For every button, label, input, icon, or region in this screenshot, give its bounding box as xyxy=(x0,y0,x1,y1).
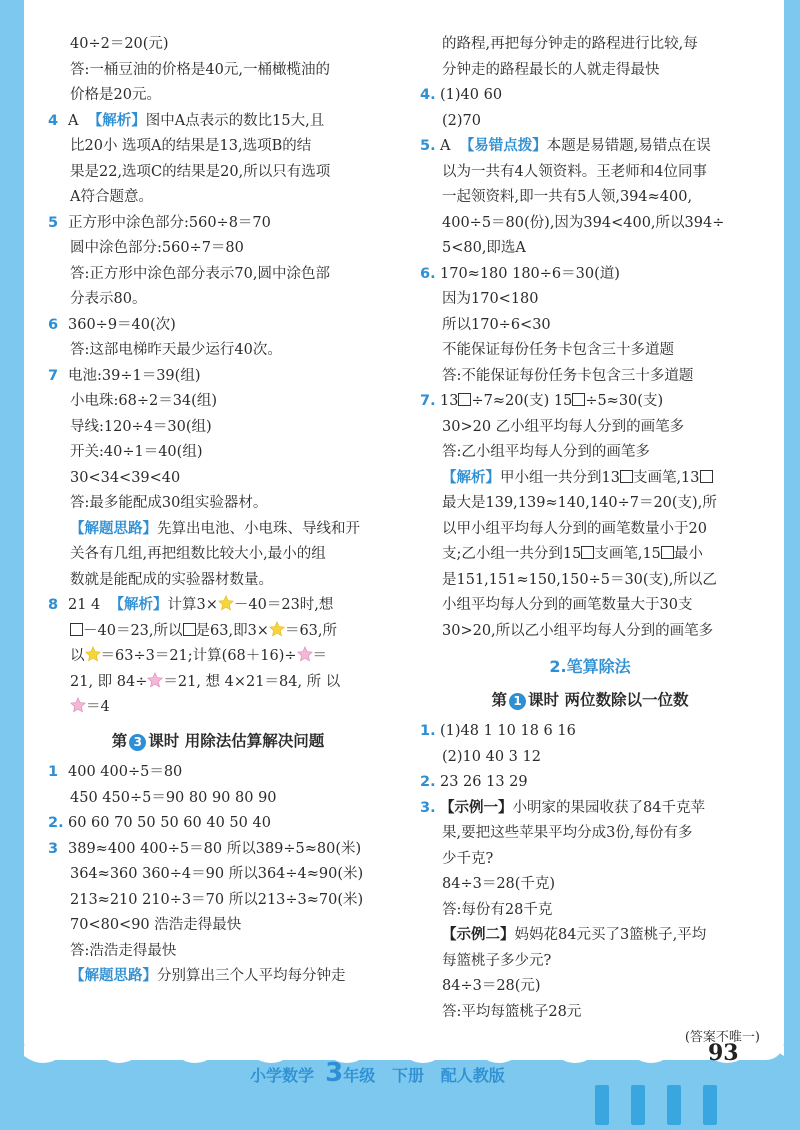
left-column xyxy=(48,32,388,990)
text-line xyxy=(48,619,388,645)
example-tag: 【示例一】 xyxy=(440,799,513,816)
question-number: 1 xyxy=(48,764,59,780)
text-line: 364≈360 360÷4＝90 所以364÷4≈90(米) xyxy=(70,866,364,882)
stripe xyxy=(703,1085,717,1125)
solution-idea-tag: 【解题思路】 xyxy=(70,520,157,537)
square-box-icon xyxy=(183,623,196,636)
text-line: (1)48 1 10 18 6 16 xyxy=(440,723,576,739)
question-number: 8 xyxy=(48,597,59,613)
lesson-title xyxy=(420,688,760,714)
answer-2 xyxy=(420,770,760,796)
text-line: 每篮桃子多少元? xyxy=(442,952,552,969)
text-line: 30>20 乙小组平均每人分到的画笔多 xyxy=(442,418,685,435)
answer-choice: A xyxy=(440,138,451,154)
text-span: ＝63÷3＝21;计算(68＋16)÷ xyxy=(100,648,297,664)
text-span: 支画笔,13 xyxy=(632,469,700,486)
text-line xyxy=(420,542,760,568)
text-line xyxy=(48,517,388,543)
text-line: 答:乙小组平均每人分到的画笔多 xyxy=(442,444,650,460)
text-line: 389≈400 400÷5＝80 所以389÷5≈80(米) xyxy=(68,840,362,857)
text-line: 分表示80。 xyxy=(70,291,147,307)
stripe xyxy=(595,1085,609,1125)
star-icon xyxy=(269,621,285,637)
text-line: 360÷9＝40(次) xyxy=(68,316,176,333)
text-span: 13 xyxy=(440,393,459,409)
text-line: 开关:40÷1＝40(组) xyxy=(70,444,203,460)
question-number: 4. xyxy=(420,87,436,103)
text-line: A符合题意。 xyxy=(70,189,153,205)
analysis-tag: 【解析】 xyxy=(87,112,146,129)
book-info xyxy=(250,1058,505,1088)
text-line: 答:浩浩走得最快 xyxy=(70,942,177,959)
decorative-stripes xyxy=(595,1085,739,1129)
star-icon xyxy=(85,646,101,662)
text-line: 213≈210 210÷3＝70 所以213÷3≈70(米) xyxy=(70,891,364,908)
lesson-number-badge: 3 xyxy=(129,734,146,751)
text-line: 170≈180 180÷6＝30(道) xyxy=(440,265,620,282)
text-line: 最大是139,139≈140,140÷7＝20(支),所 xyxy=(442,495,717,511)
example-tag: 【示例二】 xyxy=(442,927,515,943)
volume-label: 下册 xyxy=(391,1066,424,1085)
text-span: 支;乙小组一共分到15 xyxy=(442,546,582,562)
text-span: ＝63,所 xyxy=(284,622,338,639)
text-line: 5<80,即选A xyxy=(442,240,526,256)
right-column xyxy=(420,32,760,1051)
question-number: 2. xyxy=(48,815,64,831)
question-number: 6 xyxy=(48,316,59,333)
text-line xyxy=(48,644,388,670)
answer-choice: A xyxy=(68,112,79,129)
text-line: 圆中涂色部分:560÷7＝80 xyxy=(70,240,244,256)
text-line: 答:正方形中涂色部分表示70,圆中涂色部 xyxy=(70,265,330,282)
lesson-number-badge: 1 xyxy=(509,693,526,710)
text-line: 400÷5＝80(份),因为394<400,所以394÷ xyxy=(442,214,725,231)
square-box-icon xyxy=(70,623,83,636)
text-line: 以为一共有4人领资料。王老师和4位同事 xyxy=(442,163,707,180)
answer-5 xyxy=(420,134,760,160)
lesson-prefix: 第 xyxy=(111,731,128,750)
lesson-prefix: 第 xyxy=(491,690,508,709)
text-span: －40＝23,所以 xyxy=(83,622,183,639)
text-line: 一起领资料,即一共有5人领,394≈400, xyxy=(442,189,693,205)
square-box-icon xyxy=(620,470,633,483)
text-line: 不能保证每份任务卡包含三十多道题 xyxy=(442,342,674,358)
text-line: 450 450÷5＝90 80 90 80 90 xyxy=(70,789,277,806)
answer-6 xyxy=(48,313,388,339)
text-span: 本题是易错题,易错点在误 xyxy=(546,138,711,154)
square-box-icon xyxy=(581,546,594,559)
subject-label: 小学数学 xyxy=(250,1066,315,1085)
text-line: 比20小 选项A的结果是13,选项B的结 xyxy=(70,138,312,154)
text-line: 答:一桶豆油的价格是40元,一桶橄榄油的 xyxy=(70,61,330,78)
text-span: ＝ xyxy=(312,648,328,664)
text-line: 30<34<39<40 xyxy=(70,469,181,486)
text-line: 答:最多能配成30组实验器材。 xyxy=(70,495,268,511)
text-line xyxy=(420,923,760,949)
lesson-name: 课时 两位数除以一位数 xyxy=(528,690,689,709)
question-number: 3. xyxy=(420,799,436,816)
answer-6 xyxy=(420,262,760,288)
text-line: 84÷3＝28(元) xyxy=(442,978,541,994)
text-line xyxy=(48,964,388,990)
text-span: 先算出电池、小电珠、导线和开 xyxy=(157,520,360,537)
question-number: 5. xyxy=(420,138,436,154)
question-number: 6. xyxy=(420,265,436,282)
text-line: 30>20,所以乙小组平均每人分到的画笔多 xyxy=(442,622,714,639)
text-line: 电池:39÷1＝39(组) xyxy=(68,367,201,384)
text-line: 40÷2＝20(元) xyxy=(70,36,169,52)
text-span: ＝4 xyxy=(86,699,110,715)
text-span: 以 xyxy=(70,648,85,664)
text-line: 导线:120÷4＝30(组) xyxy=(70,418,212,435)
text-span: 妈妈花84元买了3篮桃子,平均 xyxy=(514,927,707,943)
edition-label: 配人教版 xyxy=(440,1066,505,1085)
question-number: 7. xyxy=(420,393,436,409)
pink-star-icon xyxy=(70,697,86,713)
text-line xyxy=(48,670,388,696)
answer-8 xyxy=(48,593,388,619)
text-line: 正方形中涂色部分:560÷8＝70 xyxy=(68,214,271,231)
question-number: 4 xyxy=(48,112,59,129)
square-box-icon xyxy=(458,393,471,406)
question-number: 5 xyxy=(48,214,59,231)
section-title: 2.笔算除法 xyxy=(549,657,631,676)
answer-7 xyxy=(420,389,760,415)
answer-1 xyxy=(420,719,760,745)
text-line: 是151,151≈150,150÷5＝30(支),所以乙 xyxy=(442,571,717,588)
text-line xyxy=(48,695,388,721)
answer-4 xyxy=(420,83,760,109)
text-span: 小明家的果园收获了84千克苹 xyxy=(512,799,705,816)
answer-3 xyxy=(420,796,760,822)
text-line: 因为170<180 xyxy=(442,291,539,307)
text-line: 答:这部电梯昨天最少运行40次。 xyxy=(70,342,282,358)
text-line: 60 60 70 50 50 60 40 50 40 xyxy=(68,815,271,831)
text-line: 少千克? xyxy=(442,850,494,867)
square-box-icon xyxy=(572,393,585,406)
analysis-tag: 【解析】 xyxy=(442,469,500,486)
text-line: 数就是能配成的实验器材数量。 xyxy=(70,571,273,588)
text-span: ÷7≈20(支) 15 xyxy=(471,393,573,409)
lesson-name: 课时 用除法估算解决问题 xyxy=(148,731,325,750)
grade-suffix: 年级 xyxy=(343,1066,376,1085)
text-line: 的路程,再把每分钟走的路程进行比较,每 xyxy=(442,36,698,52)
text-span: 计算3× xyxy=(167,597,218,613)
text-line: 400 400÷5＝80 xyxy=(68,764,183,780)
text-span: 最小 xyxy=(673,546,703,562)
grade-number: 3 xyxy=(325,1058,344,1088)
pink-star-icon xyxy=(297,646,313,662)
text-span: 分别算出三个人平均每分钟走 xyxy=(157,968,346,984)
text-line xyxy=(420,466,760,492)
answer-4 xyxy=(48,109,388,135)
answer-values: 21 4 xyxy=(68,597,101,613)
text-line: 以甲小组平均每人分到的画笔数量小于20 xyxy=(442,520,707,537)
text-span: ＝21, 想 4×21＝84, 所 以 xyxy=(163,673,341,690)
answer-note: (答案不唯一) xyxy=(684,1030,760,1045)
page-number: 93 xyxy=(708,1040,739,1066)
answer-5 xyxy=(48,211,388,237)
text-line: 关各有几组,再把组数比较大小,最小的组 xyxy=(70,546,326,562)
answer-3 xyxy=(48,837,388,863)
answer-7 xyxy=(48,364,388,390)
text-line: 价格是20元。 xyxy=(70,87,161,103)
analysis-tag: 【解析】 xyxy=(109,597,168,613)
text-span: 21, 即 84÷ xyxy=(70,673,148,690)
text-span: 是63,即3× xyxy=(195,622,269,639)
text-line: 果是22,选项C的结果是20,所以只有选项 xyxy=(70,163,331,180)
square-box-icon xyxy=(661,546,674,559)
text-line: 70<80<90 浩浩走得最快 xyxy=(70,917,242,933)
question-number: 3 xyxy=(48,840,59,857)
question-number: 1. xyxy=(420,723,436,739)
text-line: 答:每份有28千克 xyxy=(442,901,553,918)
text-span: 甲小组一共分到13 xyxy=(500,469,620,486)
text-span: 支画笔,15 xyxy=(594,546,661,562)
text-line: 84÷3＝28(千克) xyxy=(442,876,556,892)
text-line: 答:不能保证每份任务卡包含三十多道题 xyxy=(442,367,694,384)
text-line: 分钟走的路程最长的人就走得最快 xyxy=(442,61,660,78)
text-span: ÷5≈30(支) xyxy=(585,393,664,409)
question-number: 7 xyxy=(48,367,59,384)
text-line: 23 26 13 29 xyxy=(440,774,528,790)
text-line: 图中A点表示的数比15大,且 xyxy=(145,112,325,129)
answer-1 xyxy=(48,760,388,786)
text-line: (2)10 40 3 12 xyxy=(442,748,541,765)
answer-2 xyxy=(48,811,388,837)
text-line: 小电珠:68÷2＝34(组) xyxy=(70,393,217,409)
error-tip-tag: 【易错点拨】 xyxy=(459,138,547,154)
question-number: 2. xyxy=(420,774,436,790)
pink-star-icon xyxy=(147,672,163,688)
text-span: －40＝23时,想 xyxy=(233,597,334,613)
text-line: 答:平均每篮桃子28元 xyxy=(442,1003,582,1020)
lesson-title xyxy=(48,729,388,755)
text-line: 小组平均每人分到的画笔数量大于30支 xyxy=(442,597,693,613)
text-line: (2)70 xyxy=(442,112,481,129)
solution-idea-tag: 【解题思路】 xyxy=(70,968,157,984)
text-line: 所以170÷6<30 xyxy=(442,316,551,333)
star-icon xyxy=(218,595,234,611)
stripe xyxy=(667,1085,681,1125)
stripe xyxy=(631,1085,645,1125)
square-box-icon xyxy=(700,470,713,483)
text-line: (1)40 60 xyxy=(440,87,503,103)
text-line: 果,要把这些苹果平均分成3份,每份有多 xyxy=(442,825,693,841)
